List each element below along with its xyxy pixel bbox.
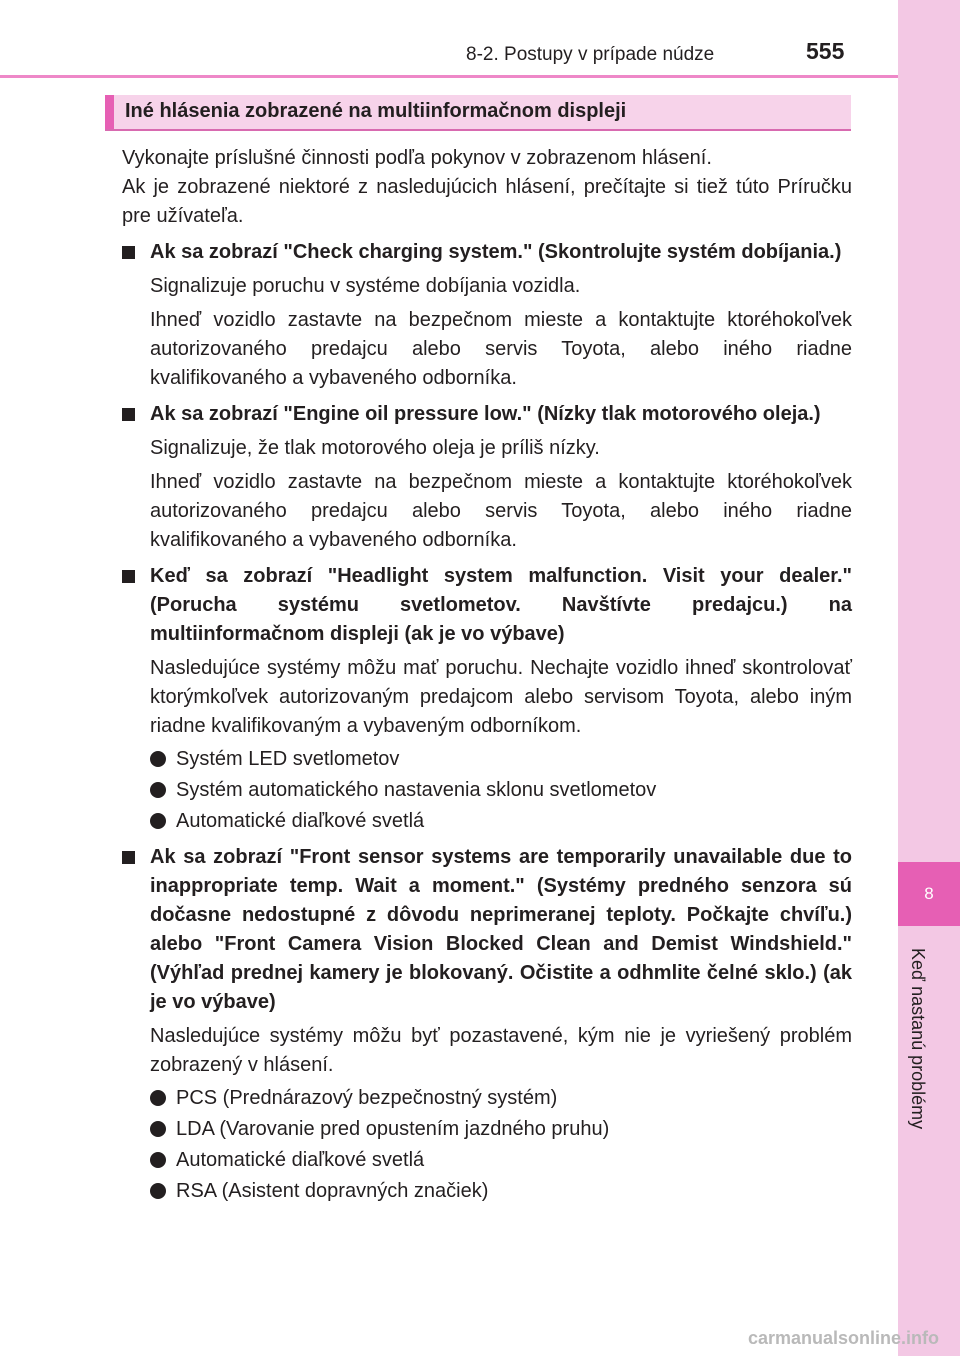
section-heading-box	[105, 95, 851, 131]
chapter-tab-number: 8	[924, 884, 934, 903]
message-description: Nasledujúce systémy môžu byť pozastavené, kým nie je vyriešený problém zobrazený v hlásení.	[150, 1025, 852, 1076]
message-item	[122, 400, 852, 555]
square-bullet-icon	[122, 851, 135, 864]
chapter-tab-label: Keď nastanú problémy	[908, 948, 928, 1130]
message-item	[122, 562, 852, 836]
message-heading: Keď sa zobrazí "Headlight system malfunction. Visit your dealer." (Porucha systému svetlometov. Navštívte predajcu.) na multiinformačnom displeji (ak je vo výbave)	[150, 565, 852, 645]
round-bullet-icon	[150, 813, 166, 829]
section-title: Iné hlásenia zobrazené na multiinformačnom displeji	[125, 100, 627, 122]
round-bullet-icon	[150, 1183, 166, 1199]
round-bullet-icon	[150, 1090, 166, 1106]
affected-systems-list	[150, 1084, 852, 1206]
message-heading: Ak sa zobrazí "Check charging system." (Skontrolujte systém dobíjania.)	[150, 241, 842, 263]
message-item	[122, 238, 852, 393]
page-number: 555	[806, 38, 845, 64]
square-bullet-icon	[122, 570, 135, 583]
page-content	[122, 144, 852, 1208]
list-item-text: Systém automatického nastavenia sklonu svetlometov	[176, 779, 657, 801]
intro-line: Ak je zobrazené niektoré z nasledujúcich hlásení, prečítajte si tiež túto Príručku pre užívateľa.	[122, 176, 852, 227]
message-description: Signalizuje poruchu v systéme dobíjania vozidla.	[150, 275, 581, 297]
list-item	[150, 776, 852, 805]
square-bullet-icon	[122, 246, 135, 259]
round-bullet-icon	[150, 1152, 166, 1168]
message-description: Nasledujúce systémy môžu mať poruchu. Nechajte vozidlo ihneď skontrolovať ktorýmkoľvek autorizovaným predajcom alebo servisom Toyota, alebo iným riadne kvalifikovaným a vybaveným odborníkom.	[150, 657, 852, 737]
message-description: Ihneď vozidlo zastavte na bezpečnom mieste a kontaktujte ktoréhokoľvek autorizovaného predajcu alebo servis Toyota, alebo iného riadne kvalifikovaného a vybaveného odborníka.	[150, 471, 852, 551]
list-item-text: LDA (Varovanie pred opustením jazdného pruhu)	[176, 1118, 610, 1140]
intro-line: Vykonajte príslušné činnosti podľa pokynov v zobrazenom hlásení.	[122, 147, 712, 169]
message-heading: Ak sa zobrazí "Front sensor systems are temporarily unavailable due to inappropriate temp. Wait a moment." (Systémy predného senzora sú dočasne nedostupné z dôvodu neprimeranej teploty. Počkajte chvíľu.) alebo "Front Camera Vision Blocked Clean and Demist Windshield." (Výhľad prednej kamery je blokovaný. Očistite a odhmlite čelné sklo.) (ak je vo výbave)	[150, 846, 852, 1013]
list-item	[150, 1084, 852, 1113]
list-item	[150, 807, 852, 836]
section-heading-bar	[105, 95, 114, 129]
list-item-text: Automatické diaľkové svetlá	[176, 810, 425, 832]
list-item-text: RSA (Asistent dopravných značiek)	[176, 1180, 489, 1202]
affected-systems-list	[150, 745, 852, 836]
list-item-text: Automatické diaľkové svetlá	[176, 1149, 425, 1171]
list-item	[150, 1115, 852, 1144]
round-bullet-icon	[150, 782, 166, 798]
square-bullet-icon	[122, 408, 135, 421]
round-bullet-icon	[150, 1121, 166, 1137]
message-item	[122, 843, 852, 1206]
list-item	[150, 745, 852, 774]
list-item	[150, 1177, 852, 1206]
list-item	[150, 1146, 852, 1175]
message-description: Signalizuje, že tlak motorového oleja je príliš nízky.	[150, 437, 600, 459]
list-item-text: PCS (Prednárazový bezpečnostný systém)	[176, 1087, 558, 1109]
round-bullet-icon	[150, 751, 166, 767]
list-item-text: Systém LED svetlometov	[176, 748, 400, 770]
watermark: carmanualsonline.info	[748, 1328, 940, 1348]
chapter-title: 8-2. Postupy v prípade núdze	[466, 44, 715, 65]
message-description: Ihneď vozidlo zastavte na bezpečnom mieste a kontaktujte ktoréhokoľvek autorizovaného predajcu alebo servis Toyota, alebo iného riadne kvalifikovaného a vybaveného odborníka.	[150, 309, 852, 389]
header-divider	[0, 75, 898, 78]
message-heading: Ak sa zobrazí "Engine oil pressure low." (Nízky tlak motorového oleja.)	[150, 403, 821, 425]
